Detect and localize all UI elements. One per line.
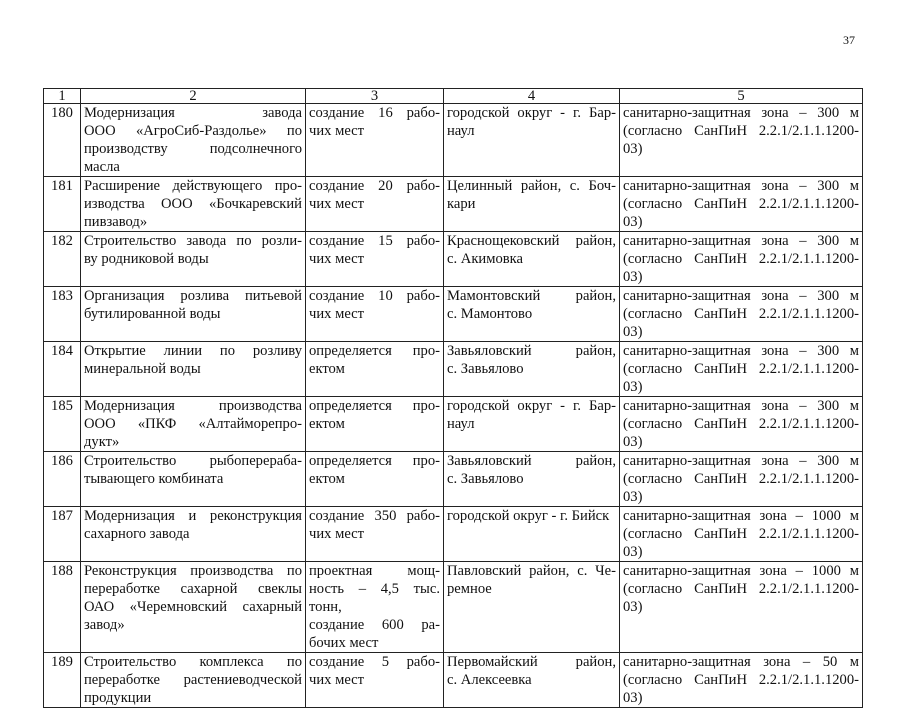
cell-line: (согласно СанПиН 2.2.1/2.1.1.1200-03) bbox=[623, 361, 859, 395]
column-header: 4 bbox=[444, 89, 620, 104]
cell-line: ОАО «Черемновский сахарный bbox=[84, 599, 302, 615]
sanitary-zone-cell bbox=[620, 232, 863, 287]
sanitary-zone-cell bbox=[620, 397, 863, 452]
cell-line: ектом bbox=[309, 361, 345, 377]
cell-line: Модернизация и реконструкция bbox=[84, 508, 302, 524]
cell-line: Открытие линии по розливу bbox=[84, 343, 302, 359]
cell-line: завод» bbox=[84, 617, 125, 633]
jobs-cell bbox=[306, 653, 444, 708]
cell-line: чих мест bbox=[309, 526, 365, 542]
cell-line: дукт» bbox=[84, 434, 120, 450]
location-cell bbox=[444, 177, 620, 232]
cell-line: сахарного завода bbox=[84, 526, 190, 542]
cell-line: определяется про- bbox=[309, 453, 440, 469]
project-name-cell bbox=[81, 653, 306, 708]
project-name-cell bbox=[81, 232, 306, 287]
location-cell bbox=[444, 104, 620, 177]
cell-line: санитарно-защитная зона – 300 м bbox=[623, 233, 859, 249]
cell-line: изводства ООО «Бочкаревский bbox=[84, 196, 302, 212]
cell-line: городской округ - г. Бар- bbox=[447, 105, 616, 121]
cell-line: санитарно-защитная зона – 300 м bbox=[623, 453, 859, 469]
cell-line: Организация розлива питьевой bbox=[84, 288, 302, 304]
jobs-cell bbox=[306, 452, 444, 507]
row-number: 189 bbox=[44, 653, 81, 708]
location-cell bbox=[444, 562, 620, 653]
location-cell bbox=[444, 653, 620, 708]
cell-line: чих мест bbox=[309, 196, 365, 212]
cell-line: (согласно СанПиН 2.2.1/2.1.1.1200-03) bbox=[623, 672, 859, 706]
row-number: 184 bbox=[44, 342, 81, 397]
cell-line: с. Алексеевка bbox=[447, 672, 532, 688]
jobs-cell bbox=[306, 562, 444, 653]
project-name-cell bbox=[81, 452, 306, 507]
sanitary-zone-cell bbox=[620, 177, 863, 232]
cell-line: санитарно-защитная зона – 300 м bbox=[623, 343, 859, 359]
cell-line: переработке растениеводческой bbox=[84, 672, 302, 688]
cell-line: Завьяловский район, bbox=[447, 453, 616, 469]
cell-line: кари bbox=[447, 196, 476, 212]
cell-line: Краснощековский район, bbox=[447, 233, 616, 249]
page-number: 37 bbox=[843, 33, 855, 47]
row-number: 182 bbox=[44, 232, 81, 287]
sanitary-zone-cell bbox=[620, 104, 863, 177]
cell-line: определяется про- bbox=[309, 398, 440, 414]
jobs-cell bbox=[306, 287, 444, 342]
project-name-cell bbox=[81, 287, 306, 342]
cell-line: чих мест bbox=[309, 672, 365, 688]
cell-line: производству подсолнечного bbox=[84, 141, 302, 157]
row-number: 180 bbox=[44, 104, 81, 177]
location-cell bbox=[444, 452, 620, 507]
cell-line: создание 5 рабо- bbox=[309, 654, 440, 670]
table-row bbox=[44, 562, 863, 653]
cell-line: Строительство комплекса по bbox=[84, 654, 302, 670]
table-row bbox=[44, 507, 863, 562]
row-number: 183 bbox=[44, 287, 81, 342]
cell-line: переработке сахарной свеклы bbox=[84, 581, 302, 597]
jobs-cell bbox=[306, 104, 444, 177]
cell-line: Павловский район, с. Че- bbox=[447, 563, 616, 579]
table-row bbox=[44, 397, 863, 452]
cell-line: определяется про- bbox=[309, 343, 440, 359]
jobs-cell bbox=[306, 507, 444, 562]
cell-line: создание 20 рабо- bbox=[309, 178, 440, 194]
project-name-cell bbox=[81, 342, 306, 397]
cell-line: создание 10 рабо- bbox=[309, 288, 440, 304]
cell-line: Мамонтовский район, bbox=[447, 288, 616, 304]
cell-line: санитарно-защитная зона – 300 м bbox=[623, 288, 859, 304]
cell-line: Строительство завода по розли- bbox=[84, 233, 302, 249]
row-number: 186 bbox=[44, 452, 81, 507]
table-header-row bbox=[44, 89, 863, 104]
cell-line: Расширение действующего про- bbox=[84, 178, 302, 194]
cell-line: городской округ - г. Бийск bbox=[447, 508, 610, 524]
column-header: 3 bbox=[306, 89, 444, 104]
location-cell bbox=[444, 287, 620, 342]
cell-line: чих мест bbox=[309, 251, 365, 267]
cell-line: чих мест bbox=[309, 123, 365, 139]
location-cell bbox=[444, 397, 620, 452]
location-cell bbox=[444, 507, 620, 562]
cell-line: санитарно-защитная зона – 300 м bbox=[623, 178, 859, 194]
row-number: 181 bbox=[44, 177, 81, 232]
cell-line: Модернизация производства bbox=[84, 398, 302, 414]
table-row bbox=[44, 104, 863, 177]
table-row bbox=[44, 653, 863, 708]
cell-line: проектная мощ- bbox=[309, 563, 440, 579]
table-row bbox=[44, 287, 863, 342]
cell-line: ООО «АгроСиб-Раздолье» по bbox=[84, 123, 302, 139]
jobs-cell bbox=[306, 397, 444, 452]
project-name-cell bbox=[81, 104, 306, 177]
table-row bbox=[44, 232, 863, 287]
cell-line: санитарно-защитная зона – 50 м bbox=[623, 654, 859, 670]
table-row bbox=[44, 452, 863, 507]
cell-line: ность – 4,5 тыс. тонн, bbox=[309, 581, 440, 615]
cell-line: Целинный район, с. Боч- bbox=[447, 178, 616, 194]
sanitary-zone-cell bbox=[620, 507, 863, 562]
cell-line: ектом bbox=[309, 471, 345, 487]
cell-line: бочих мест bbox=[309, 635, 379, 651]
cell-line: бутилированной воды bbox=[84, 306, 221, 322]
cell-line: санитарно-защитная зона – 1000 м bbox=[623, 508, 859, 524]
cell-line: санитарно-защитная зона – 300 м bbox=[623, 398, 859, 414]
cell-line: с. Мамонтово bbox=[447, 306, 533, 322]
jobs-cell bbox=[306, 232, 444, 287]
project-name-cell bbox=[81, 397, 306, 452]
cell-line: (согласно СанПиН 2.2.1/2.1.1.1200-03) bbox=[623, 306, 859, 340]
cell-line: Реконструкция производства по bbox=[84, 563, 302, 579]
sanitary-zone-cell bbox=[620, 562, 863, 653]
cell-line: (согласно СанПиН 2.2.1/2.1.1.1200-03) bbox=[623, 251, 859, 285]
sanitary-zone-cell bbox=[620, 287, 863, 342]
cell-line: создание 16 рабо- bbox=[309, 105, 440, 121]
cell-line: (согласно СанПиН 2.2.1/2.1.1.1200-03) bbox=[623, 471, 859, 505]
row-number: 187 bbox=[44, 507, 81, 562]
cell-line: Первомайский район, bbox=[447, 654, 616, 670]
cell-line: наул bbox=[447, 123, 475, 139]
cell-line: продукции bbox=[84, 690, 152, 706]
row-number: 185 bbox=[44, 397, 81, 452]
cell-line: Строительство рыбоперераба- bbox=[84, 453, 302, 469]
cell-line: чих мест bbox=[309, 306, 365, 322]
project-name-cell bbox=[81, 177, 306, 232]
cell-line: создание 600 ра- bbox=[309, 617, 440, 633]
facilities-table bbox=[43, 88, 863, 708]
jobs-cell bbox=[306, 177, 444, 232]
cell-line: с. Акимовка bbox=[447, 251, 523, 267]
sanitary-zone-cell bbox=[620, 653, 863, 708]
cell-line: санитарно-защитная зона – 1000 м bbox=[623, 563, 859, 579]
column-header: 1 bbox=[44, 89, 81, 104]
cell-line: Модернизация завода bbox=[84, 105, 302, 121]
sanitary-zone-cell bbox=[620, 342, 863, 397]
cell-line: минеральной воды bbox=[84, 361, 201, 377]
cell-line: создание 15 рабо- bbox=[309, 233, 440, 249]
cell-line: ектом bbox=[309, 416, 345, 432]
cell-line: масла bbox=[84, 159, 120, 175]
cell-line: городской округ - г. Бар- bbox=[447, 398, 616, 414]
cell-line: Завьяловский район, bbox=[447, 343, 616, 359]
cell-line: тывающего комбината bbox=[84, 471, 224, 487]
cell-line: наул bbox=[447, 416, 475, 432]
project-name-cell bbox=[81, 562, 306, 653]
cell-line: с. Завьялово bbox=[447, 361, 524, 377]
table-row bbox=[44, 177, 863, 232]
cell-line: санитарно-защитная зона – 300 м bbox=[623, 105, 859, 121]
location-cell bbox=[444, 342, 620, 397]
table-row bbox=[44, 342, 863, 397]
cell-line: ремное bbox=[447, 581, 492, 597]
column-header: 5 bbox=[620, 89, 863, 104]
cell-line: (согласно СанПиН 2.2.1/2.1.1.1200-03) bbox=[623, 526, 859, 560]
cell-line: пивзавод» bbox=[84, 214, 148, 230]
row-number: 188 bbox=[44, 562, 81, 653]
cell-line: (согласно СанПиН 2.2.1/2.1.1.1200-03) bbox=[623, 416, 859, 450]
cell-line: ООО «ПКФ «Алтайморепро- bbox=[84, 416, 302, 432]
sanitary-zone-cell bbox=[620, 452, 863, 507]
cell-line: с. Завьялово bbox=[447, 471, 524, 487]
column-header: 2 bbox=[81, 89, 306, 104]
cell-line: создание 350 рабо- bbox=[309, 508, 440, 524]
location-cell bbox=[444, 232, 620, 287]
cell-line: ву родниковой воды bbox=[84, 251, 209, 267]
cell-line: (согласно СанПиН 2.2.1/2.1.1.1200-03) bbox=[623, 123, 859, 157]
cell-line: (согласно СанПиН 2.2.1/2.1.1.1200-03) bbox=[623, 196, 859, 230]
project-name-cell bbox=[81, 507, 306, 562]
cell-line: (согласно СанПиН 2.2.1/2.1.1.1200-03) bbox=[623, 581, 859, 615]
jobs-cell bbox=[306, 342, 444, 397]
